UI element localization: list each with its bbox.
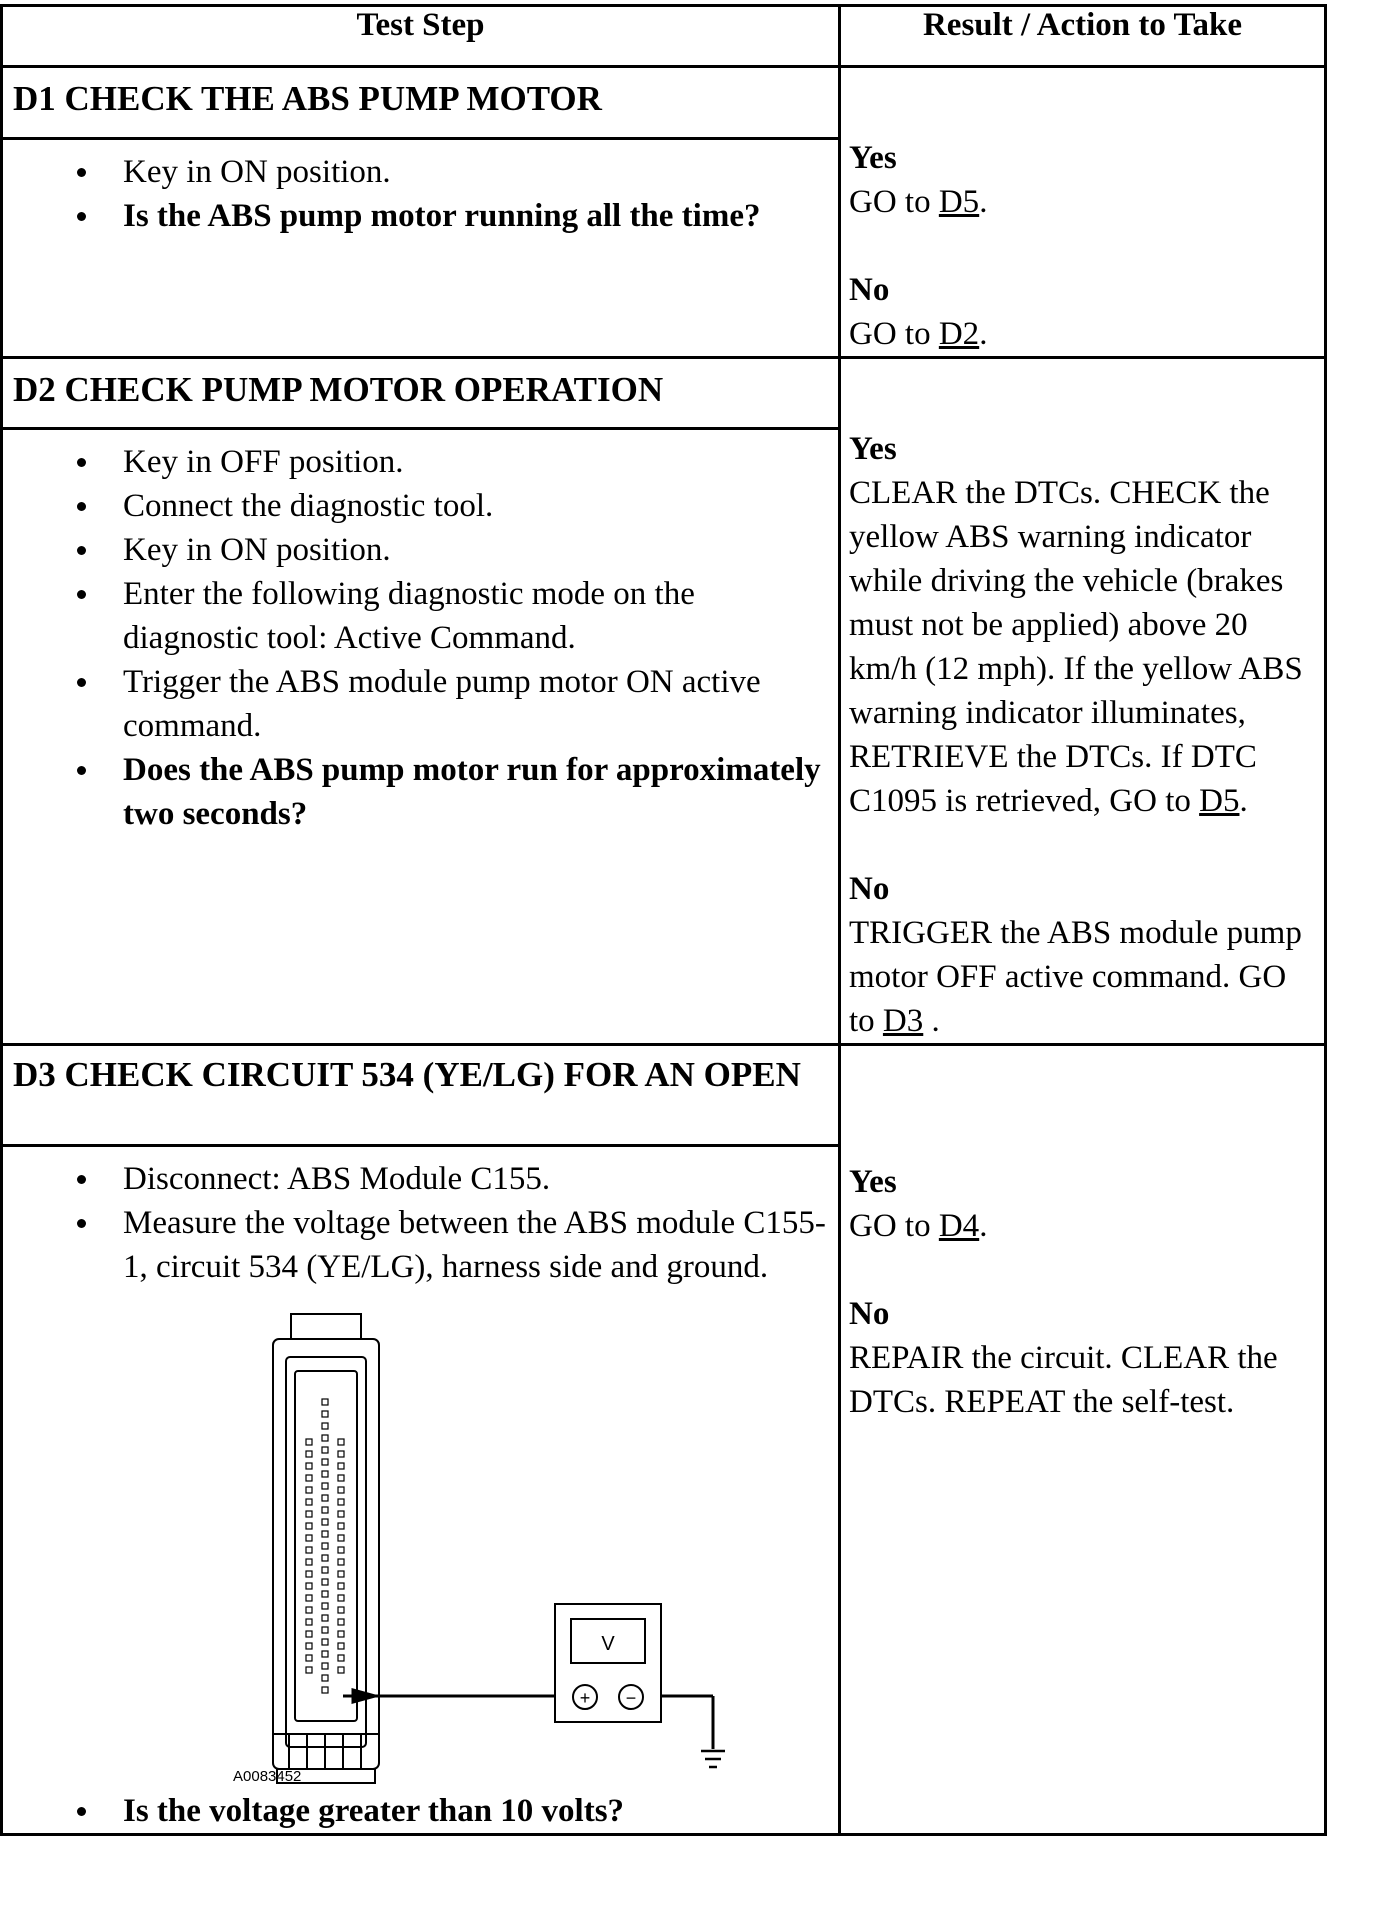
d1-no-label: No xyxy=(849,272,890,308)
d2-step-3: Key in ON position. xyxy=(3,528,830,572)
d2-title-cell xyxy=(2,358,840,429)
abs-module-voltmeter-diagram xyxy=(3,1289,841,1789)
d2-step-1: Key in OFF position. xyxy=(3,440,830,484)
d3-steps-cell xyxy=(2,1146,840,1835)
d3-result-cell xyxy=(840,1045,1326,1835)
d1-yes-label: Yes xyxy=(849,140,897,176)
diagnostic-table xyxy=(0,4,1327,1836)
d2-question: Does the ABS pump motor run for approximately two seconds? xyxy=(3,748,830,836)
d1-yes-text: GO to D5. xyxy=(849,184,988,220)
d3-yes-link[interactable]: D4 xyxy=(938,1208,980,1244)
d2-no-text: TRIGGER the ABS module pump motor OFF active command. GO to D3 . xyxy=(849,915,1302,1039)
d1-title-cell xyxy=(2,67,840,139)
d2-title-row xyxy=(2,358,1326,429)
d2-yes-text: CLEAR the DTCs. CHECK the yellow ABS warning indicator while driving the vehicle (brakes must not be applied) above 20 km/h (12 mph). If the yellow ABS warning indicator illuminates, RETRIEVE the DTCs. If DTC C1095 is retrieved, GO to D5. xyxy=(849,475,1303,819)
minus-terminal: − xyxy=(625,1688,637,1708)
d3-yes-label: Yes xyxy=(849,1164,897,1200)
d3-wiring-figure xyxy=(3,1289,838,1789)
d1-title-row xyxy=(2,67,1326,139)
d1-result-cell xyxy=(840,67,1326,358)
ground-icon xyxy=(701,1751,725,1767)
d1-yes-link[interactable]: D5 xyxy=(938,184,980,220)
header-test-step: Test Step xyxy=(2,6,840,67)
d2-step-4: Enter the following diagnostic mode on the diagnostic tool: Active Command. xyxy=(3,572,830,660)
figure-id: A0083452 xyxy=(233,1768,302,1785)
voltmeter xyxy=(555,1604,661,1722)
d1-step-list xyxy=(3,140,838,238)
d3-question-list xyxy=(3,1789,838,1833)
d2-step-2: Connect the diagnostic tool. xyxy=(3,484,830,528)
d3-title: D3 CHECK CIRCUIT 534 (YE/LG) FOR AN OPEN xyxy=(13,1055,801,1094)
voltmeter-label: V xyxy=(601,1633,615,1655)
d3-step-2: Measure the voltage between the ABS module C155-1, circuit 534 (YE/LG), harness side and ground. xyxy=(3,1201,830,1289)
d1-title: D1 CHECK THE ABS PUMP MOTOR xyxy=(13,79,602,118)
d2-yes-link[interactable]: D5 xyxy=(1199,783,1240,819)
d3-no-text: REPAIR the circuit. CLEAR the DTCs. REPEAT the self-test. xyxy=(849,1340,1278,1420)
d1-steps-cell xyxy=(2,138,840,357)
d1-no-text: GO to D2. xyxy=(849,316,988,352)
d1-no-link[interactable]: D2 xyxy=(938,316,980,352)
d1-question: Is the ABS pump motor running all the time? xyxy=(3,194,830,238)
d1-step-1: Key in ON position. xyxy=(3,150,830,194)
d3-title-row xyxy=(2,1045,1326,1146)
header-result: Result / Action to Take xyxy=(840,6,1326,67)
d2-title: D2 CHECK PUMP MOTOR OPERATION xyxy=(13,370,664,409)
d2-result-cell xyxy=(840,358,1326,1045)
d2-yes-label: Yes xyxy=(849,431,897,467)
d2-step-list xyxy=(3,430,838,836)
table-header-row xyxy=(2,6,1326,67)
d3-yes-text: GO to D4. xyxy=(849,1208,988,1244)
d2-step-5: Trigger the ABS module pump motor ON active command. xyxy=(3,660,830,748)
d2-no-label: No xyxy=(849,871,890,907)
d2-steps-cell xyxy=(2,429,840,1045)
d3-step-1: Disconnect: ABS Module C155. xyxy=(3,1157,830,1201)
d3-step-list xyxy=(3,1147,838,1289)
d3-question: Is the voltage greater than 10 volts? xyxy=(3,1789,830,1833)
plus-terminal: + xyxy=(579,1688,591,1708)
d2-no-link[interactable]: D3 xyxy=(882,1003,924,1039)
d3-no-label: No xyxy=(849,1296,890,1332)
d3-title-cell xyxy=(2,1045,840,1146)
